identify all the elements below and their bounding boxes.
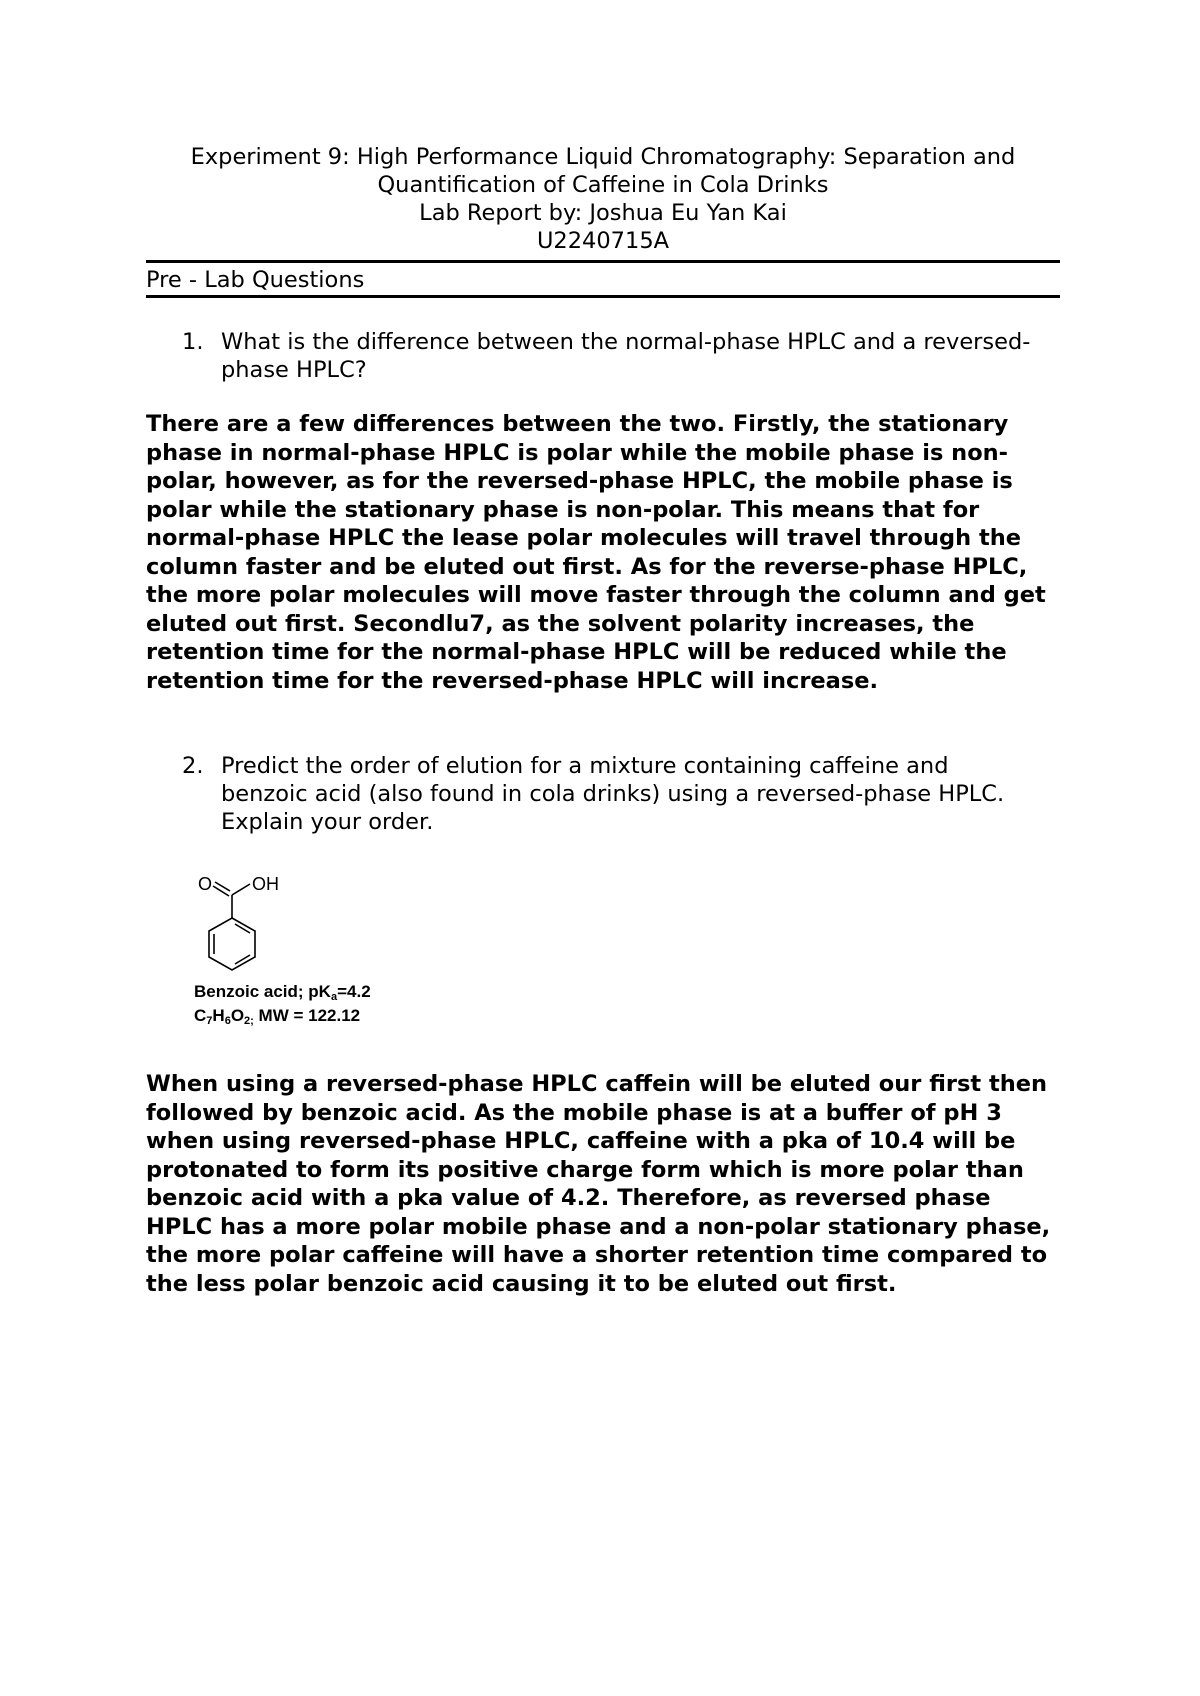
question-2: [182, 752, 1042, 836]
divider-bottom: [146, 295, 1060, 298]
atom-oh-label: OH: [252, 874, 279, 894]
c-o-double-bond-2: [215, 882, 230, 891]
c-o-double-bond: [213, 886, 229, 896]
author-line: Lab Report by: Joshua Eu Yan Kai: [419, 200, 787, 226]
caption-name: Benzoic acid; pK: [194, 982, 331, 1001]
formula-o-sub: 2;: [244, 1015, 254, 1027]
benzoic-acid-diagram: [180, 862, 440, 982]
caption-pka-value: =4.2: [337, 982, 371, 1001]
formula-h-sub: 6: [224, 1015, 231, 1027]
benzoic-acid-structure: [180, 862, 440, 1037]
question-text: What is the difference between the normal-phase HPLC and a reversed-phase HPLC?: [221, 329, 1031, 383]
c-oh-bond: [232, 884, 250, 895]
benzene-ring: [209, 918, 255, 970]
question-text: Predict the order of elution for a mixture containing caffeine and benzoic acid (also found in cola drinks) using a reversed-phase HPLC. Explain your order.: [221, 753, 1005, 835]
document-header: [146, 143, 1060, 255]
title-line-2: Quantification of Caffeine in Cola Drinks: [377, 172, 829, 198]
divider-top: [146, 260, 1060, 263]
ring-double-bond-1: [235, 924, 250, 933]
question-number: 1.: [182, 329, 204, 355]
student-id: U2240715A: [536, 228, 670, 254]
question-number: 2.: [182, 753, 204, 779]
title-line-1: Experiment 9: High Performance Liquid Chromatography: Separation and: [190, 144, 1016, 170]
atom-o-label: O: [198, 874, 213, 894]
formula-c-sub: 7: [206, 1015, 213, 1027]
answer-1: There are a few differences between the two. Firstly, the stationary phase in normal-phase HPLC is polar while the mobile phase is non-polar, however, as for the reversed-phase HPLC, the mobile phase is polar while the stationary phase is non-polar. This means that for normal-phase HPLC the lease polar molecules will travel through the column faster and be eluted out first. As for the reverse-phase HPLC, the more polar molecules will move faster through the column and get eluted out first. Secondlu7, as the solvent polarity increases, the retention time for the normal-phase HPLC will be reduced while the retention time for the reversed-phase HPLC will increase.: [146, 411, 1046, 694]
formula-o: O: [230, 1006, 245, 1025]
formula-h: H: [212, 1006, 225, 1025]
formula-c: C: [194, 1006, 207, 1025]
question-1: [182, 328, 1042, 384]
figure-caption-1: [194, 982, 371, 1007]
caption-subscript: a: [330, 991, 338, 1003]
formula-mw: MW = 122.12: [253, 1006, 361, 1025]
figure-caption-2: [194, 1006, 360, 1031]
section-title: Pre - Lab Questions: [146, 267, 365, 293]
answer-2: When using a reversed-phase HPLC caffein will be eluted our first then followed by benzoic acid. As the mobile phase is at a buffer of pH 3 when using reversed-phase HPLC, caffeine with a pka of 10.4 will be protonated to form its positive charge form which is more polar than benzoic acid with a pka value of 4.2. Therefore, as reversed phase HPLC has a more polar mobile phase and a non-polar stationary phase, the more polar caffeine will have a shorter retention time compared to the less polar benzoic acid causing it to be eluted out first.: [146, 1071, 1051, 1297]
ring-double-bond-2: [235, 955, 250, 964]
